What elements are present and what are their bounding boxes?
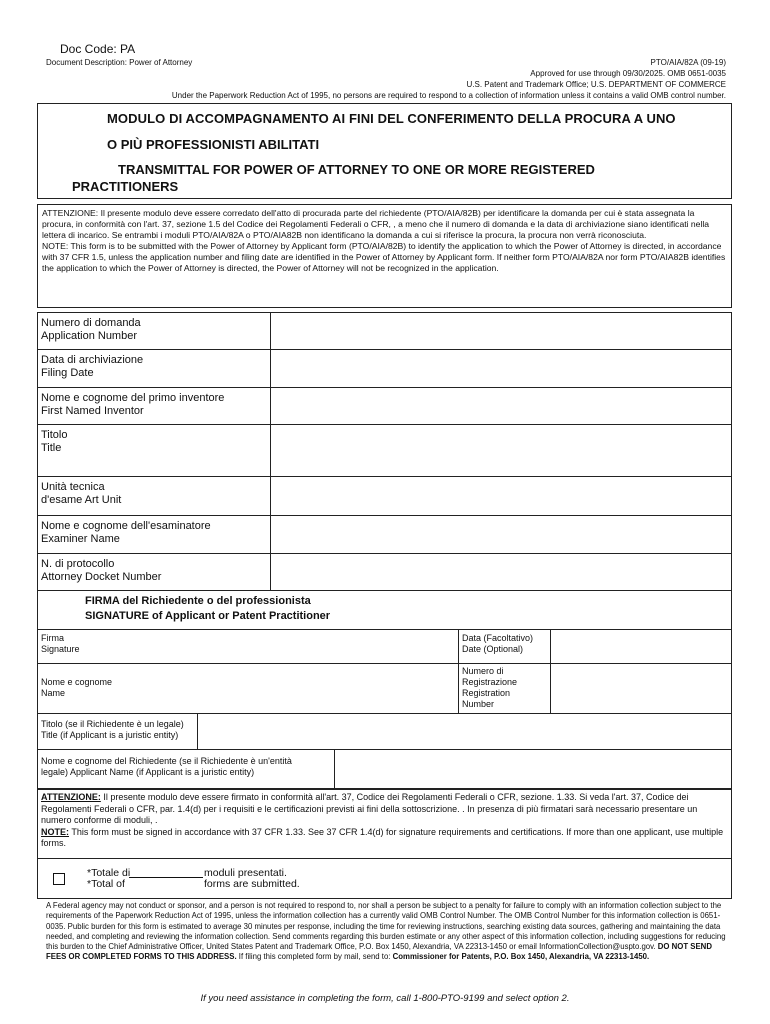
art-unit-field[interactable] bbox=[271, 477, 731, 515]
juristic-title-label: Titolo (se il Richiedente è un legale) Title (if Applicant is a juristic entity) bbox=[38, 714, 198, 749]
doc-description: Document Description: Power of Attorney bbox=[46, 58, 193, 67]
notice-italian: ATTENZIONE: Il presente modulo deve essere corredato dell'atto di procurada parte del richiedente (PTO/AIA/82B) per identificare la domanda per cui è stata assegnata la procura, in conformità con l'art. 37, sezione 1.5 del Codice dei Regolamenti Federali o CFR, , a meno che il numero di domanda e la data di archiviazione siano identificati nella lettera di incarico. Se entrambi i moduli PTO/AIA/82A o PTO/AIA82B non identificano la domanda a cui si riferisce la procura, la procura non verrà riconosciuta. bbox=[42, 208, 710, 240]
paperwork-notice: Under the Paperwork Reduction Act of 1995, no persons are required to respond to a collection of information unless it contains a valid OMB control number. bbox=[171, 91, 726, 100]
application-number-label: Numero di domanda Application Number bbox=[38, 313, 271, 349]
attention-text: Il presente modulo deve essere firmato in conformità all'art. 37, Codice dei Regolamenti Federali o CFR, sezione. 1.33. Si veda l'art. 37, Codice dei Regolamenti Federali o CFR, par. 1.4(d) per i requisiti e le certificazioni previsti ai fini della sottoscrizione. . In presenza di più firmatari sarà necessario presentare un numero conforme di moduli, . bbox=[41, 792, 698, 825]
title-italian-line1: MODULO DI ACCOMPAGNAMENTO AI FINI DEL CONFERIMENTO DELLA PROCURA A UNO bbox=[107, 111, 676, 126]
art-unit-row bbox=[38, 477, 731, 516]
omb-approval: Approved for use through 09/30/2025. OMB 0651-0035 bbox=[530, 69, 726, 78]
title-row bbox=[38, 425, 731, 477]
note-text: This form must be signed in accordance with 37 CFR 1.33. See 37 CFR 1.4(d) for signature requirements and certifications. If more than one applicant, use multiple forms. bbox=[41, 826, 724, 848]
total-label-english: *Total of bbox=[87, 878, 125, 890]
examiner-field[interactable] bbox=[271, 516, 731, 553]
notice-box bbox=[37, 204, 732, 308]
juristic-title-row bbox=[38, 714, 731, 750]
form-number: PTO/AIA/82A (09-19) bbox=[650, 58, 726, 67]
applicant-name-label: Nome e cognome del Richiedente (se il Richiedente è un'entità legale) Applicant Name (if Applicant is a juristic entity) bbox=[38, 750, 335, 788]
docket-field[interactable] bbox=[271, 554, 731, 590]
first-inventor-row bbox=[38, 388, 731, 425]
form-count-field[interactable] bbox=[129, 877, 203, 878]
registration-field[interactable] bbox=[551, 664, 731, 713]
application-fields bbox=[37, 312, 732, 591]
filing-date-row bbox=[38, 350, 731, 388]
note-label: NOTE: bbox=[41, 826, 69, 837]
signature-heading-english: SIGNATURE of Applicant or Patent Practitioner bbox=[85, 610, 331, 622]
application-number-row bbox=[38, 313, 731, 350]
filing-date-field[interactable] bbox=[271, 350, 731, 387]
date-label: Data (Facoltativo) Date (Optional) bbox=[459, 630, 551, 663]
name-field[interactable]: Nome e cognome Name bbox=[38, 664, 459, 713]
name-row bbox=[38, 664, 731, 714]
signature-row bbox=[38, 630, 731, 664]
form-count-checkbox[interactable] bbox=[53, 873, 65, 885]
signature-field[interactable]: Firma Signature bbox=[38, 630, 459, 663]
applicant-name-row bbox=[38, 750, 731, 788]
form-count-box bbox=[37, 859, 732, 899]
signature-notes bbox=[37, 789, 732, 859]
art-unit-label: Unità tecnica d'esame Art Unit bbox=[38, 477, 271, 515]
forms-presented-italian: moduli presentati. bbox=[204, 867, 287, 879]
title-label: Titolo Title bbox=[38, 425, 271, 476]
signature-table bbox=[37, 629, 732, 789]
date-field[interactable] bbox=[551, 630, 731, 663]
first-inventor-field[interactable] bbox=[271, 388, 731, 424]
title-italian-line2: O PIÙ PROFESSIONISTI ABILITATI bbox=[107, 137, 320, 152]
total-label-italian: *Totale di bbox=[87, 867, 131, 879]
filing-date-label: Data di archiviazione Filing Date bbox=[38, 350, 271, 387]
first-inventor-label: Nome e cognome del primo inventore First Named Inventor bbox=[38, 388, 271, 424]
signature-heading-italian: FIRMA del Richiedente o del professionista bbox=[85, 595, 311, 607]
doc-code: Doc Code: PA bbox=[60, 42, 136, 56]
attention-label: ATTENZIONE: bbox=[41, 792, 101, 802]
registration-label: Numero di Registrazione Registration Number bbox=[459, 664, 551, 713]
examiner-row bbox=[38, 516, 731, 554]
burden-statement: A Federal agency may not conduct or sponsor, and a person is not required to respond to, nor shall a person be subject to a penalty for failure to comply with an information collection subject to the requirements of the Paperwork Reduction Act of 1995, unless the information collection has a currently valid OMB Control Number. The OMB Control Number for this information collection is 0651-0035. Public burden for this form is estimated to average 30 minutes per response, including the time for reviewing instructions, searching existing data sources, gathering and maintaining the data needed, and completing and reviewing the information collection. Send comments regarding this burden estimate or any other aspect of this information collection, including suggestions for reducing this burden to the Chief Administrative Officer, United States Patent and Trademark Office, P.O. Box 1450, Alexandria, VA 22313-1450 or email InformationCollection@uspto.gov. DO NOT SEND FEES OR COMPLETED FORMS TO THIS ADDRESS. If filing this completed form by mail, send to: Commissioner for Patents, P.O. Box 1450, Alexandria, VA 22313-1450. bbox=[46, 901, 726, 962]
forms-submitted-english: forms are submitted. bbox=[204, 878, 300, 890]
docket-row bbox=[38, 554, 731, 591]
title-field[interactable] bbox=[271, 425, 731, 476]
agency-line: U.S. Patent and Trademark Office; U.S. DEPARTMENT OF COMMERCE bbox=[466, 80, 726, 89]
title-english-line1: TRANSMITTAL FOR POWER OF ATTORNEY TO ONE OR MORE REGISTERED bbox=[118, 162, 595, 177]
juristic-title-field[interactable] bbox=[198, 714, 731, 749]
assistance-line: If you need assistance in completing the form, call 1-800-PTO-9199 and select option 2. bbox=[200, 993, 570, 1004]
notice-english: NOTE: This form is to be submitted with the Power of Attorney by Applicant form (PTO/AIA/82B) to identify the application to which the Power of Attorney is directed, in accordance with 37 CFR 1.5, unless the application number and filing date are identified in the Power of Attorney by Applicant form. If neither form PTO/AIA/82A nor form PTO/AIA82B identifies the application to which the Power of Attorney is directed, the Power of Attorney will not be recognized in the application. bbox=[42, 241, 726, 273]
title-english-line2: PRACTITIONERS bbox=[72, 179, 179, 194]
applicant-name-field[interactable] bbox=[335, 750, 731, 788]
examiner-label: Nome e cognome dell'esaminatore Examiner Name bbox=[38, 516, 271, 553]
application-number-field[interactable] bbox=[271, 313, 731, 349]
docket-label: N. di protocollo Attorney Docket Number bbox=[38, 554, 271, 590]
